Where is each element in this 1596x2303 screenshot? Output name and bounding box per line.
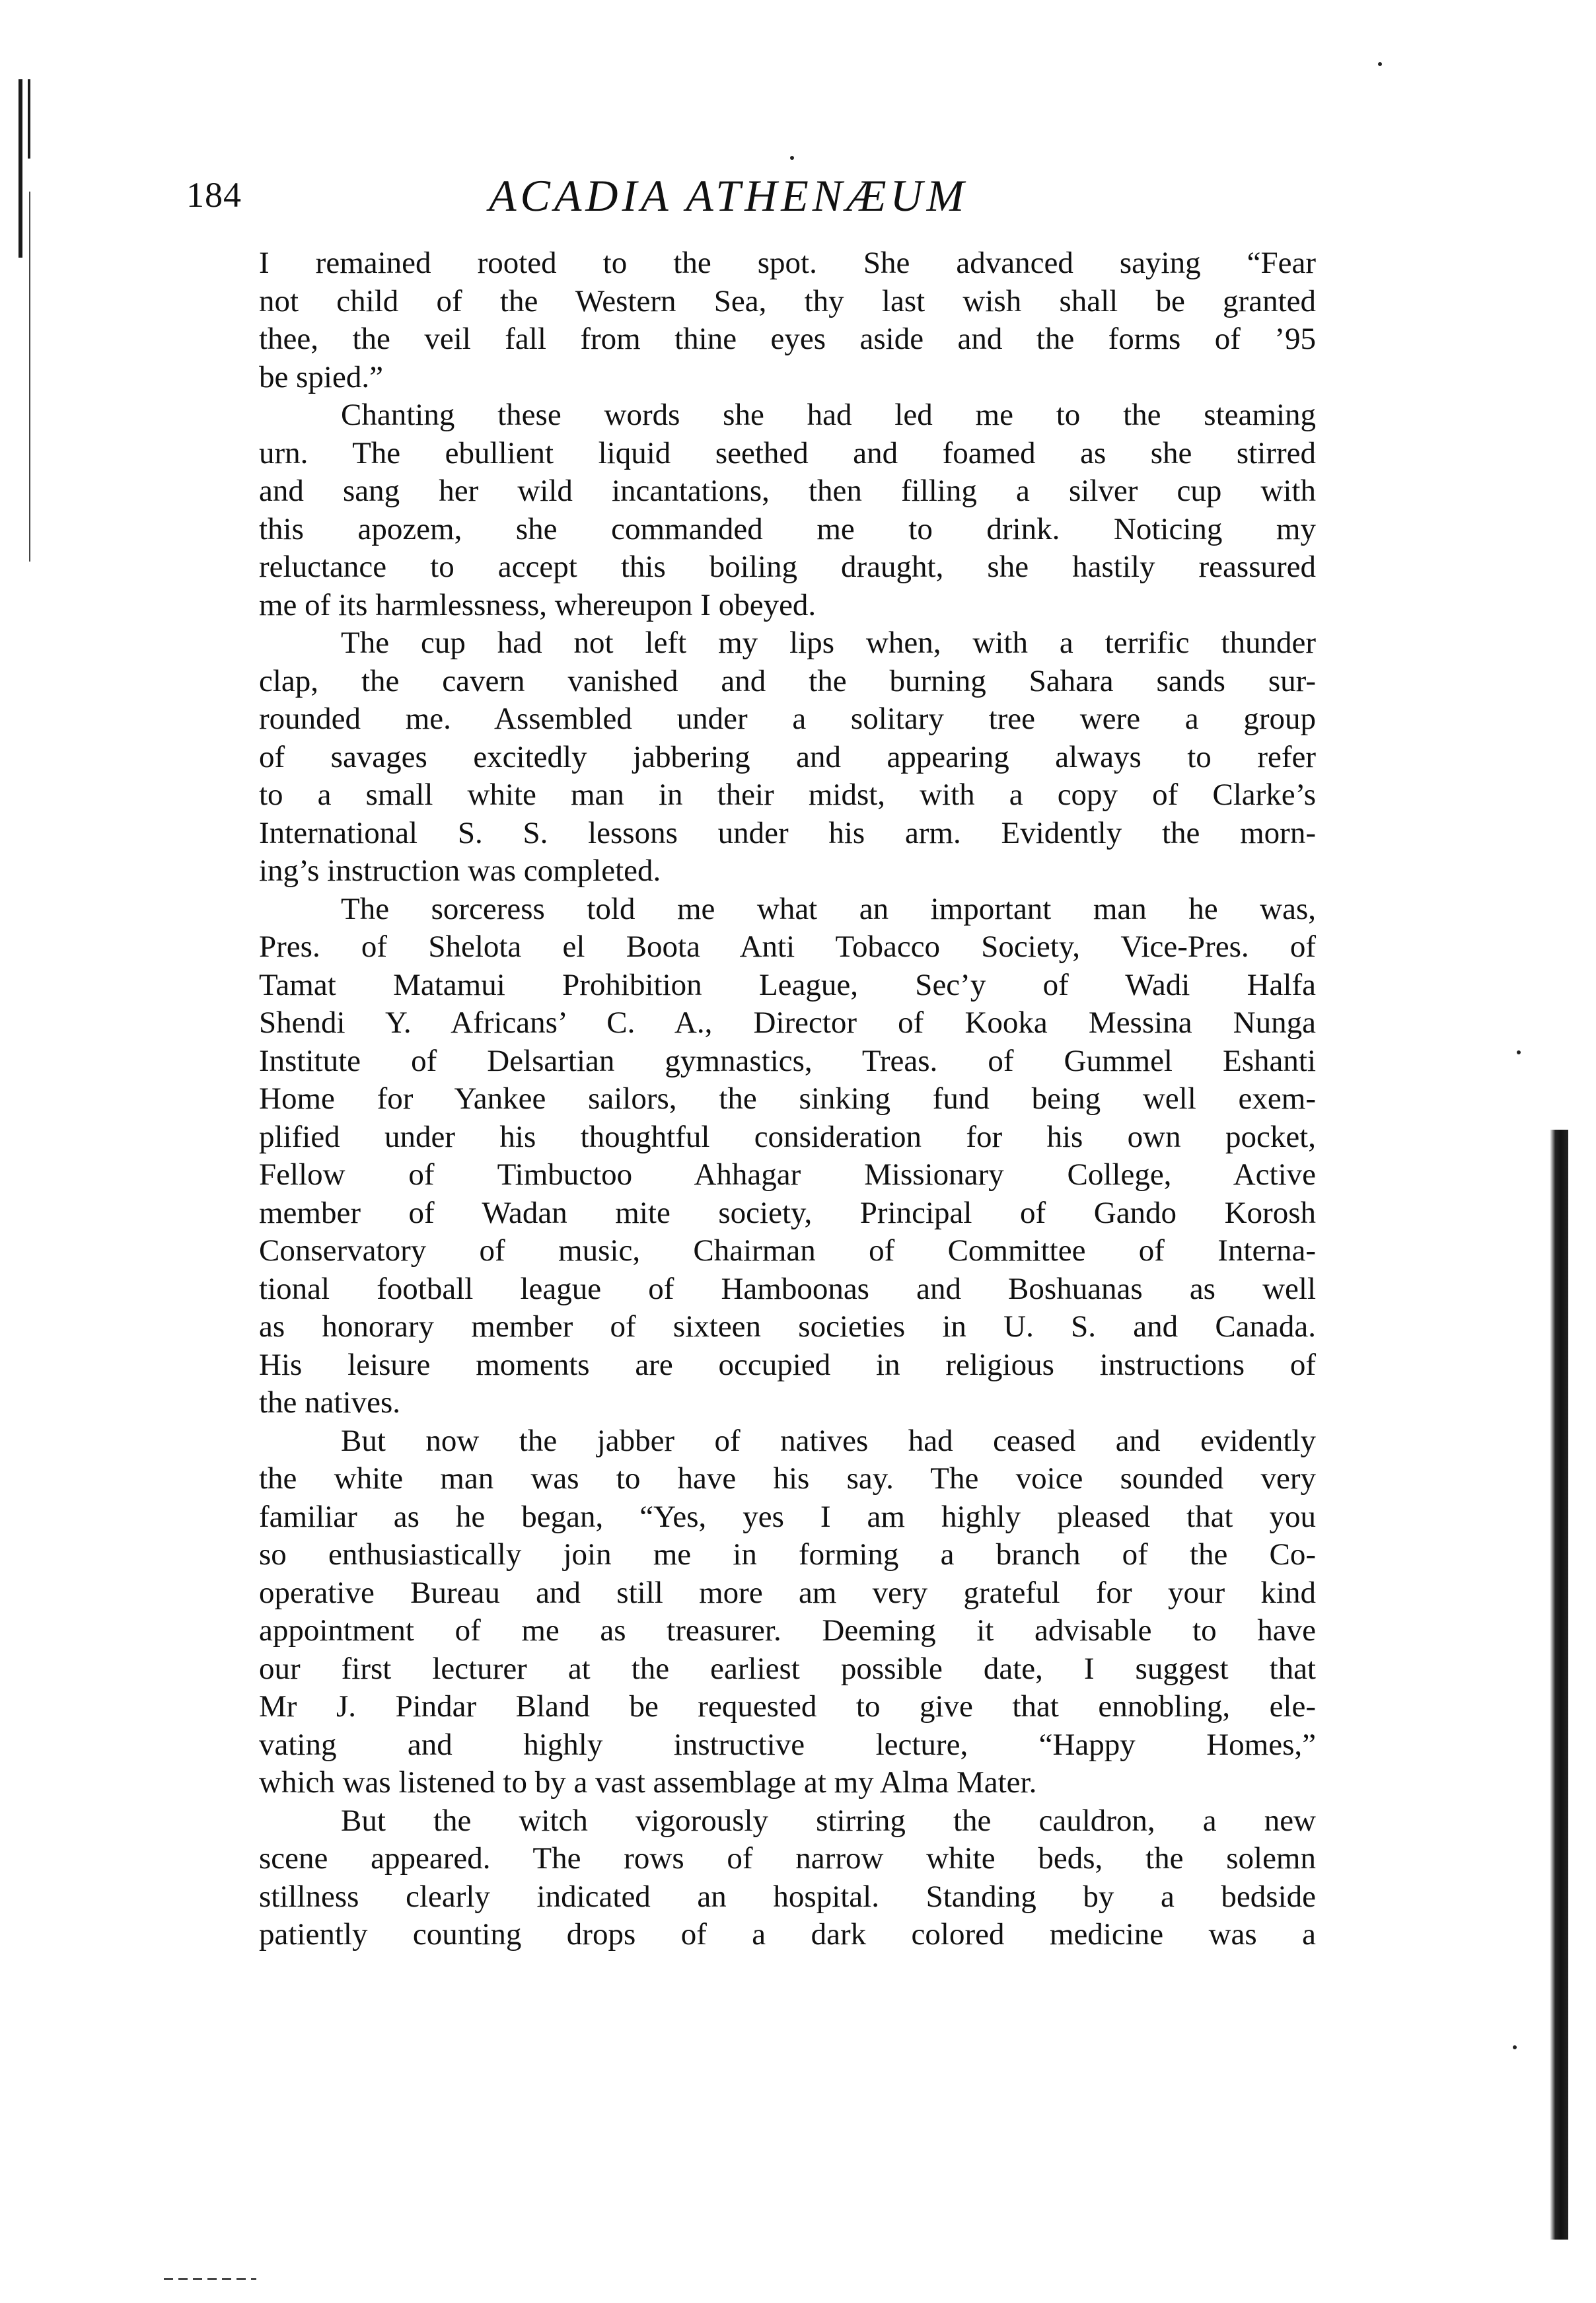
text-line: reluctance to accept this boiling draught, she hastily reassured bbox=[259, 550, 1316, 584]
text-line: patiently counting drops of a dark colored medicine was a bbox=[259, 1917, 1316, 1952]
text-line: clap, the cavern vanished and the burning Sahara sands sur- bbox=[259, 663, 1316, 698]
scan-edge-mark bbox=[1550, 1130, 1568, 2240]
scan-edge-mark bbox=[164, 2278, 256, 2280]
text-line: of savages excitedly jabbering and appearing always to refer bbox=[259, 739, 1316, 774]
text-line: the natives. bbox=[259, 1385, 401, 1420]
text-line: His leisure moments are occupied in religious instructions of bbox=[259, 1347, 1316, 1382]
scan-speck bbox=[790, 156, 794, 160]
scan-speck bbox=[1517, 1050, 1521, 1054]
text-line: urn. The ebullient liquid seethed and foamed as she stirred bbox=[259, 435, 1316, 470]
text-line: Conservatory of music, Chairman of Committee of Interna- bbox=[259, 1233, 1316, 1268]
text-line: the white man was to have his say. The voice sounded very bbox=[259, 1461, 1316, 1496]
text-line: But now the jabber of natives had ceased and evidently bbox=[341, 1423, 1316, 1458]
text-line: this apozem, she commanded me to drink. Noticing my bbox=[259, 511, 1316, 546]
text-line: International S. S. lessons under his arm. Evidently the morn- bbox=[259, 815, 1316, 850]
text-line: vating and highly instructive lecture, “Happy Homes,” bbox=[259, 1727, 1316, 1762]
scan-edge-mark bbox=[29, 192, 30, 562]
text-line: member of Wadan mite society, Principal of Gando Korosh bbox=[259, 1195, 1316, 1230]
text-line: familiar as he began, “Yes, yes I am highly pleased that you bbox=[259, 1499, 1316, 1534]
text-line: operative Bureau and still more am very grateful for your kind bbox=[259, 1575, 1316, 1610]
text-line: our first lecturer at the earliest possible date, I suggest that bbox=[259, 1651, 1316, 1686]
text-line: ing’s instruction was completed. bbox=[259, 854, 661, 888]
text-line: plified under his thoughtful consideration for his own pocket, bbox=[259, 1119, 1316, 1154]
text-line: which was listened to by a vast assemblage at my Alma Mater. bbox=[259, 1765, 1037, 1800]
text-line: Shendi Y. Africans’ C. A., Director of Kooka Messina Nunga bbox=[259, 1005, 1316, 1040]
text-line: appointment of me as treasurer. Deeming it advisable to have bbox=[259, 1613, 1316, 1648]
text-line: Home for Yankee sailors, the sinking fund being well exem- bbox=[259, 1081, 1316, 1116]
text-line: Institute of Delsartian gymnastics, Treas. of Gummel Eshanti bbox=[259, 1043, 1316, 1078]
scan-edge-mark bbox=[18, 79, 22, 258]
text-line: Fellow of Timbuctoo Ahhagar Missionary College, Active bbox=[259, 1157, 1316, 1192]
body-text bbox=[259, 244, 1316, 1954]
text-line: thee, the veil fall from thine eyes aside and the forms of ’95 bbox=[259, 322, 1316, 356]
text-line: Tamat Matamui Prohibition League, Sec’y of Wadi Halfa bbox=[259, 967, 1316, 1002]
text-line: The cup had not left my lips when, with a terrific thunder bbox=[341, 626, 1316, 660]
text-line: be spied.” bbox=[259, 359, 383, 394]
page-number: 184 bbox=[186, 175, 242, 215]
running-head: ACADIA ATHENÆUM bbox=[489, 170, 968, 221]
text-line: I remained rooted to the spot. She advanced saying “Fear bbox=[259, 246, 1316, 280]
text-line: tional football league of Hamboonas and Boshuanas as well bbox=[259, 1271, 1316, 1306]
text-line: Mr J. Pindar Bland be requested to give that ennobling, ele- bbox=[259, 1689, 1316, 1724]
text-line: and sang her wild incantations, then filling a silver cup with bbox=[259, 474, 1316, 508]
text-line: me of its harmlessness, whereupon I obeyed. bbox=[259, 587, 816, 622]
text-line: stillness clearly indicated an hospital. Standing by a bedside bbox=[259, 1879, 1316, 1914]
text-line: so enthusiastically join me in forming a branch of the Co- bbox=[259, 1537, 1316, 1572]
text-line: The sorceress told me what an important man he was, bbox=[341, 891, 1316, 926]
scan-speck bbox=[1513, 2045, 1517, 2049]
text-line: scene appeared. The rows of narrow white beds, the solemn bbox=[259, 1841, 1316, 1876]
text-line: rounded me. Assembled under a solitary tree were a group bbox=[259, 702, 1316, 736]
text-line: not child of the Western Sea, thy last wish shall be granted bbox=[259, 283, 1316, 318]
text-line: as honorary member of sixteen societies in U. S. and Canada. bbox=[259, 1309, 1316, 1344]
text-line: to a small white man in their midst, with a copy of Clarke’s bbox=[259, 778, 1316, 812]
scan-speck bbox=[1378, 62, 1382, 66]
scan-edge-mark bbox=[28, 79, 30, 159]
text-line: But the witch vigorously stirring the cauldron, a new bbox=[341, 1803, 1316, 1838]
text-line: Chanting these words she had led me to the steaming bbox=[341, 398, 1316, 432]
text-line: Pres. of Shelota el Boota Anti Tobacco Society, Vice-Pres. of bbox=[259, 930, 1316, 964]
